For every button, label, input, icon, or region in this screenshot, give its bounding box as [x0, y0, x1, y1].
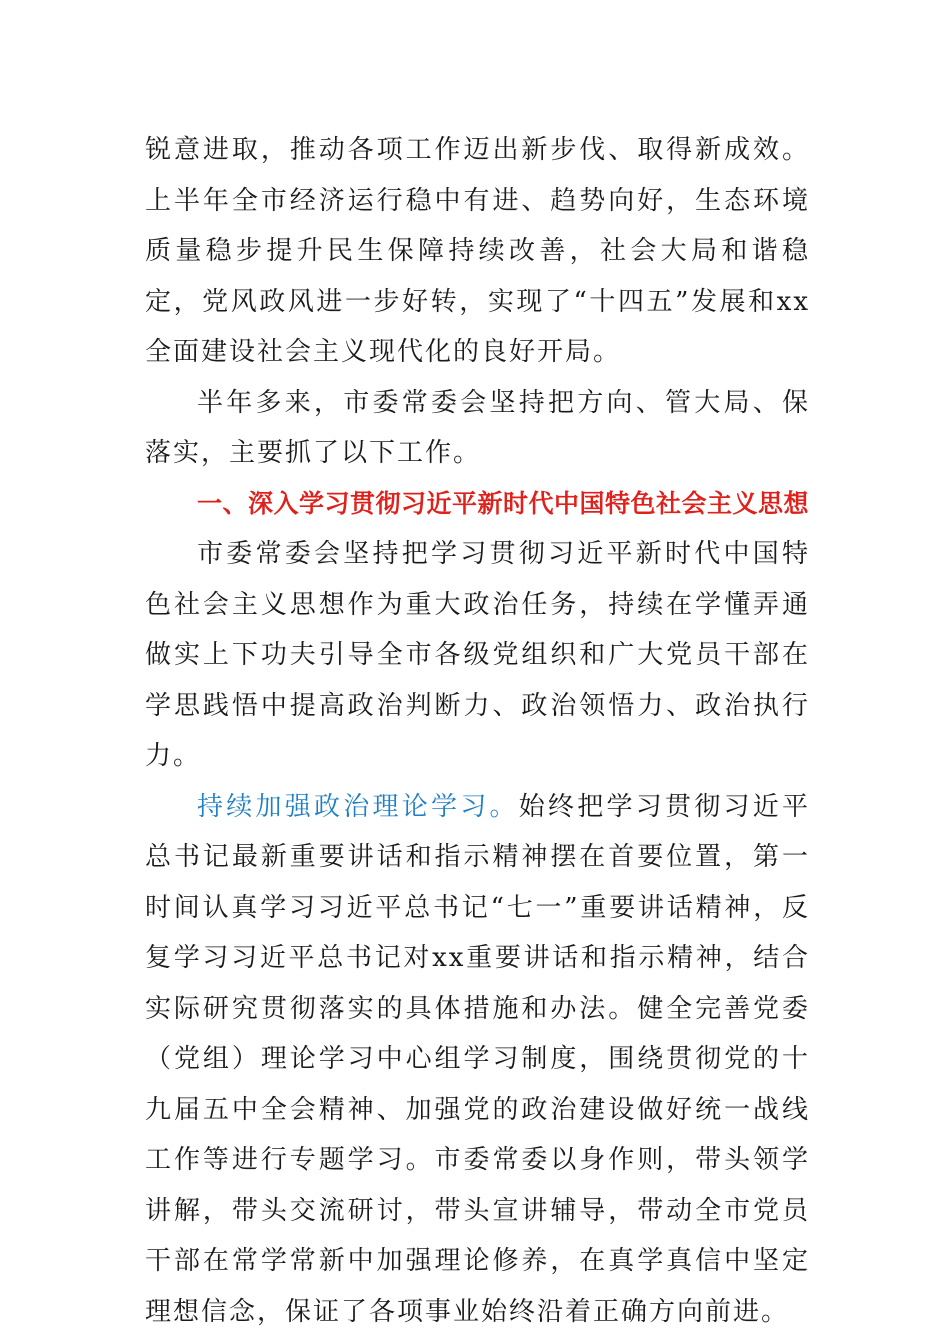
document-body: [145, 125, 810, 1337]
paragraph-1: 锐意进取，推动各项工作迈出新步伐、取得新成效。上半年全市经济运行稳中有进、趋势向好，生态环境质量稳步提升民生保障持续改善，社会大局和谐稳定，党风政风进一步好转，实现了“十四五”发展和xx全面建设社会主义现代化的良好开局。: [145, 135, 810, 367]
paragraph-4: [145, 782, 810, 1338]
paragraph-4-lead: 持续加强政治理论学习。: [197, 791, 519, 822]
paragraph-4-body: 始终把学习贯彻习近平总书记最新重要讲话和指示精神摆在首要位置，第一时间认真学习习近平总书记“七一”重要讲话精神，反复学习习近平总书记对xx重要讲话和指示精神，结合实际研究贯彻落实的具体措施和办法。健全完善党委（党组）理论学习中心组学习制度，围绕贯彻党的十九届五中全会精神、加强党的政治建设做好统一战线工作等进行专题学习。市委常委以身作则，带头领学讲解，带头交流研讨，带头宣讲辅导，带动全市党员干部在常学常新中加强理论修养，在真学真信中坚定理想信念，保证了各项事业始终沿着正确方向前进。: [145, 791, 810, 1327]
paragraph-2: 半年多来，市委常委会坚持把方向、管大局、保落实，主要抓了以下工作。: [145, 387, 810, 468]
section-heading-1: 一、深入学习贯彻习近平新时代中国特色社会主义思想: [197, 488, 810, 518]
paragraph-3: 市委常委会坚持把学习贯彻习近平新时代中国特色社会主义思想作为重大政治任务，持续在学懂弄通做实上下功夫引导全市各级党组织和广大党员干部在学思践悟中提高政治判断力、政治领悟力、政治执行力。: [145, 539, 810, 771]
